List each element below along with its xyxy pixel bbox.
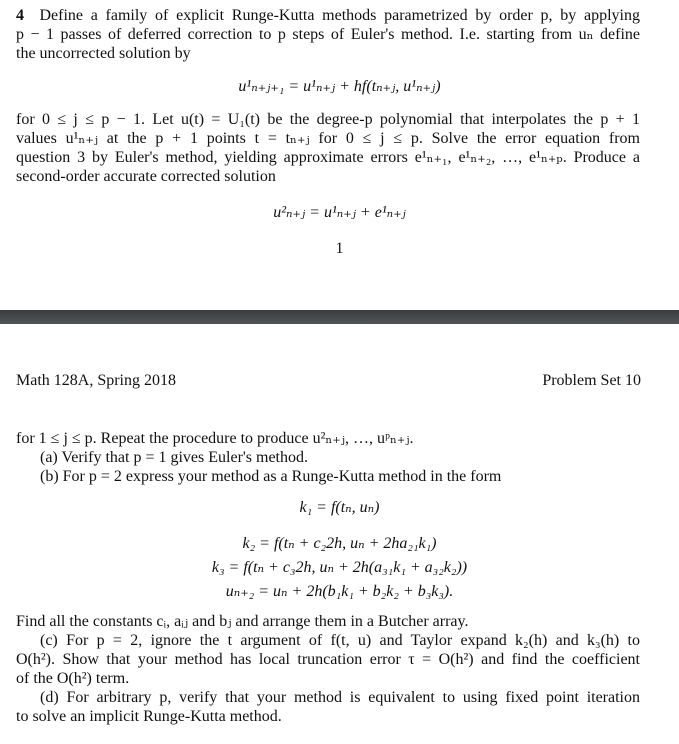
page-number: 1 [335, 240, 344, 257]
equation-euler-step: u¹ₙ₊ⱼ₊₁ = u¹ₙ₊ⱼ + hf(tₙ₊ⱼ, u¹ₙ₊ⱼ) [238, 78, 441, 95]
equation-k2: k₂ = f(tₙ + c₂2h, uₙ + 2ha₂₁k₁) [242, 535, 437, 552]
problem-4-line-3: the uncorrected solution by [16, 45, 191, 62]
header-course: Math 128A, Spring 2018 [16, 372, 176, 389]
repeat-line: for 1 ≤ j ≤ p. Repeat the procedure to produce u²ₙ₊ⱼ, …, uᵖₙ₊ⱼ. [16, 430, 414, 447]
butcher-array-line: Find all the constants cᵢ, aᵢⱼ and bⱼ and arrange them in a Butcher array. [16, 613, 469, 630]
part-b: (b) For p = 2 express your method as a Runge-Kutta method in the form [40, 468, 502, 485]
page-2 [0, 332, 679, 744]
problem-number: 4 [16, 7, 24, 24]
para2-line-4: second-order accurate corrected solution [16, 168, 276, 185]
part-c-line-3: of the O(h²) term. [16, 670, 130, 687]
para2-line-2: values u¹ₙ₊ⱼ at the p + 1 points t = tₙ₊ⱼ for 0 ≤ j ≤ p. Solve the error equation from [16, 130, 640, 147]
equation-k1: k₁ = f(tₙ, uₙ) [299, 499, 380, 516]
text: Define a family of explicit Runge-Kutta methods parametrized by order p, by applying [39, 7, 640, 24]
para2-line-1: for 0 ≤ j ≤ p − 1. Let u(t) = U₁(t) be the degree-p polynomial that interpolates the p + 1 [16, 111, 640, 128]
part-d-line-1: (d) For arbitrary p, verify that your method is equivalent to using fixed point iteration [40, 689, 640, 706]
equation-k3: k₃ = f(tₙ + c₃2h, uₙ + 2h(a₃₁k₁ + a₃₂k₂)) [211, 559, 468, 576]
equation-corrected: u²ₙ₊ⱼ = u¹ₙ₊ⱼ + e¹ₙ₊ⱼ [273, 204, 406, 221]
header-problem-set: Problem Set 10 [542, 372, 641, 389]
problem-4-line-1 [16, 6, 640, 25]
part-d-line-2: to solve an implicit Runge-Kutta method. [16, 708, 282, 725]
problem-4-line-2: p − 1 passes of deferred correction to p steps of Euler's method. I.e. starting from uₙ define [16, 26, 640, 43]
page-separator [0, 310, 679, 324]
part-c-line-1: (c) For p = 2, ignore the t argument of f(t, u) and Taylor expand k₂(h) and k₃(h) to [40, 632, 640, 649]
para2-line-3: question 3 by Euler's method, yielding approximate errors e¹ₙ₊₁, e¹ₙ₊₂, …, e¹ₙ₊ₚ. Produce a [16, 149, 640, 166]
page-1 [0, 0, 679, 310]
part-a: (a) Verify that p = 1 gives Euler's method. [40, 449, 308, 466]
part-c-line-2: O(h²). Show that your method has local truncation error τ = O(h²) and find the coefficient [16, 651, 640, 668]
equation-update: uₙ₊₂ = uₙ + 2h(b₁k₁ + b₂k₂ + b₃k₃). [225, 583, 454, 600]
